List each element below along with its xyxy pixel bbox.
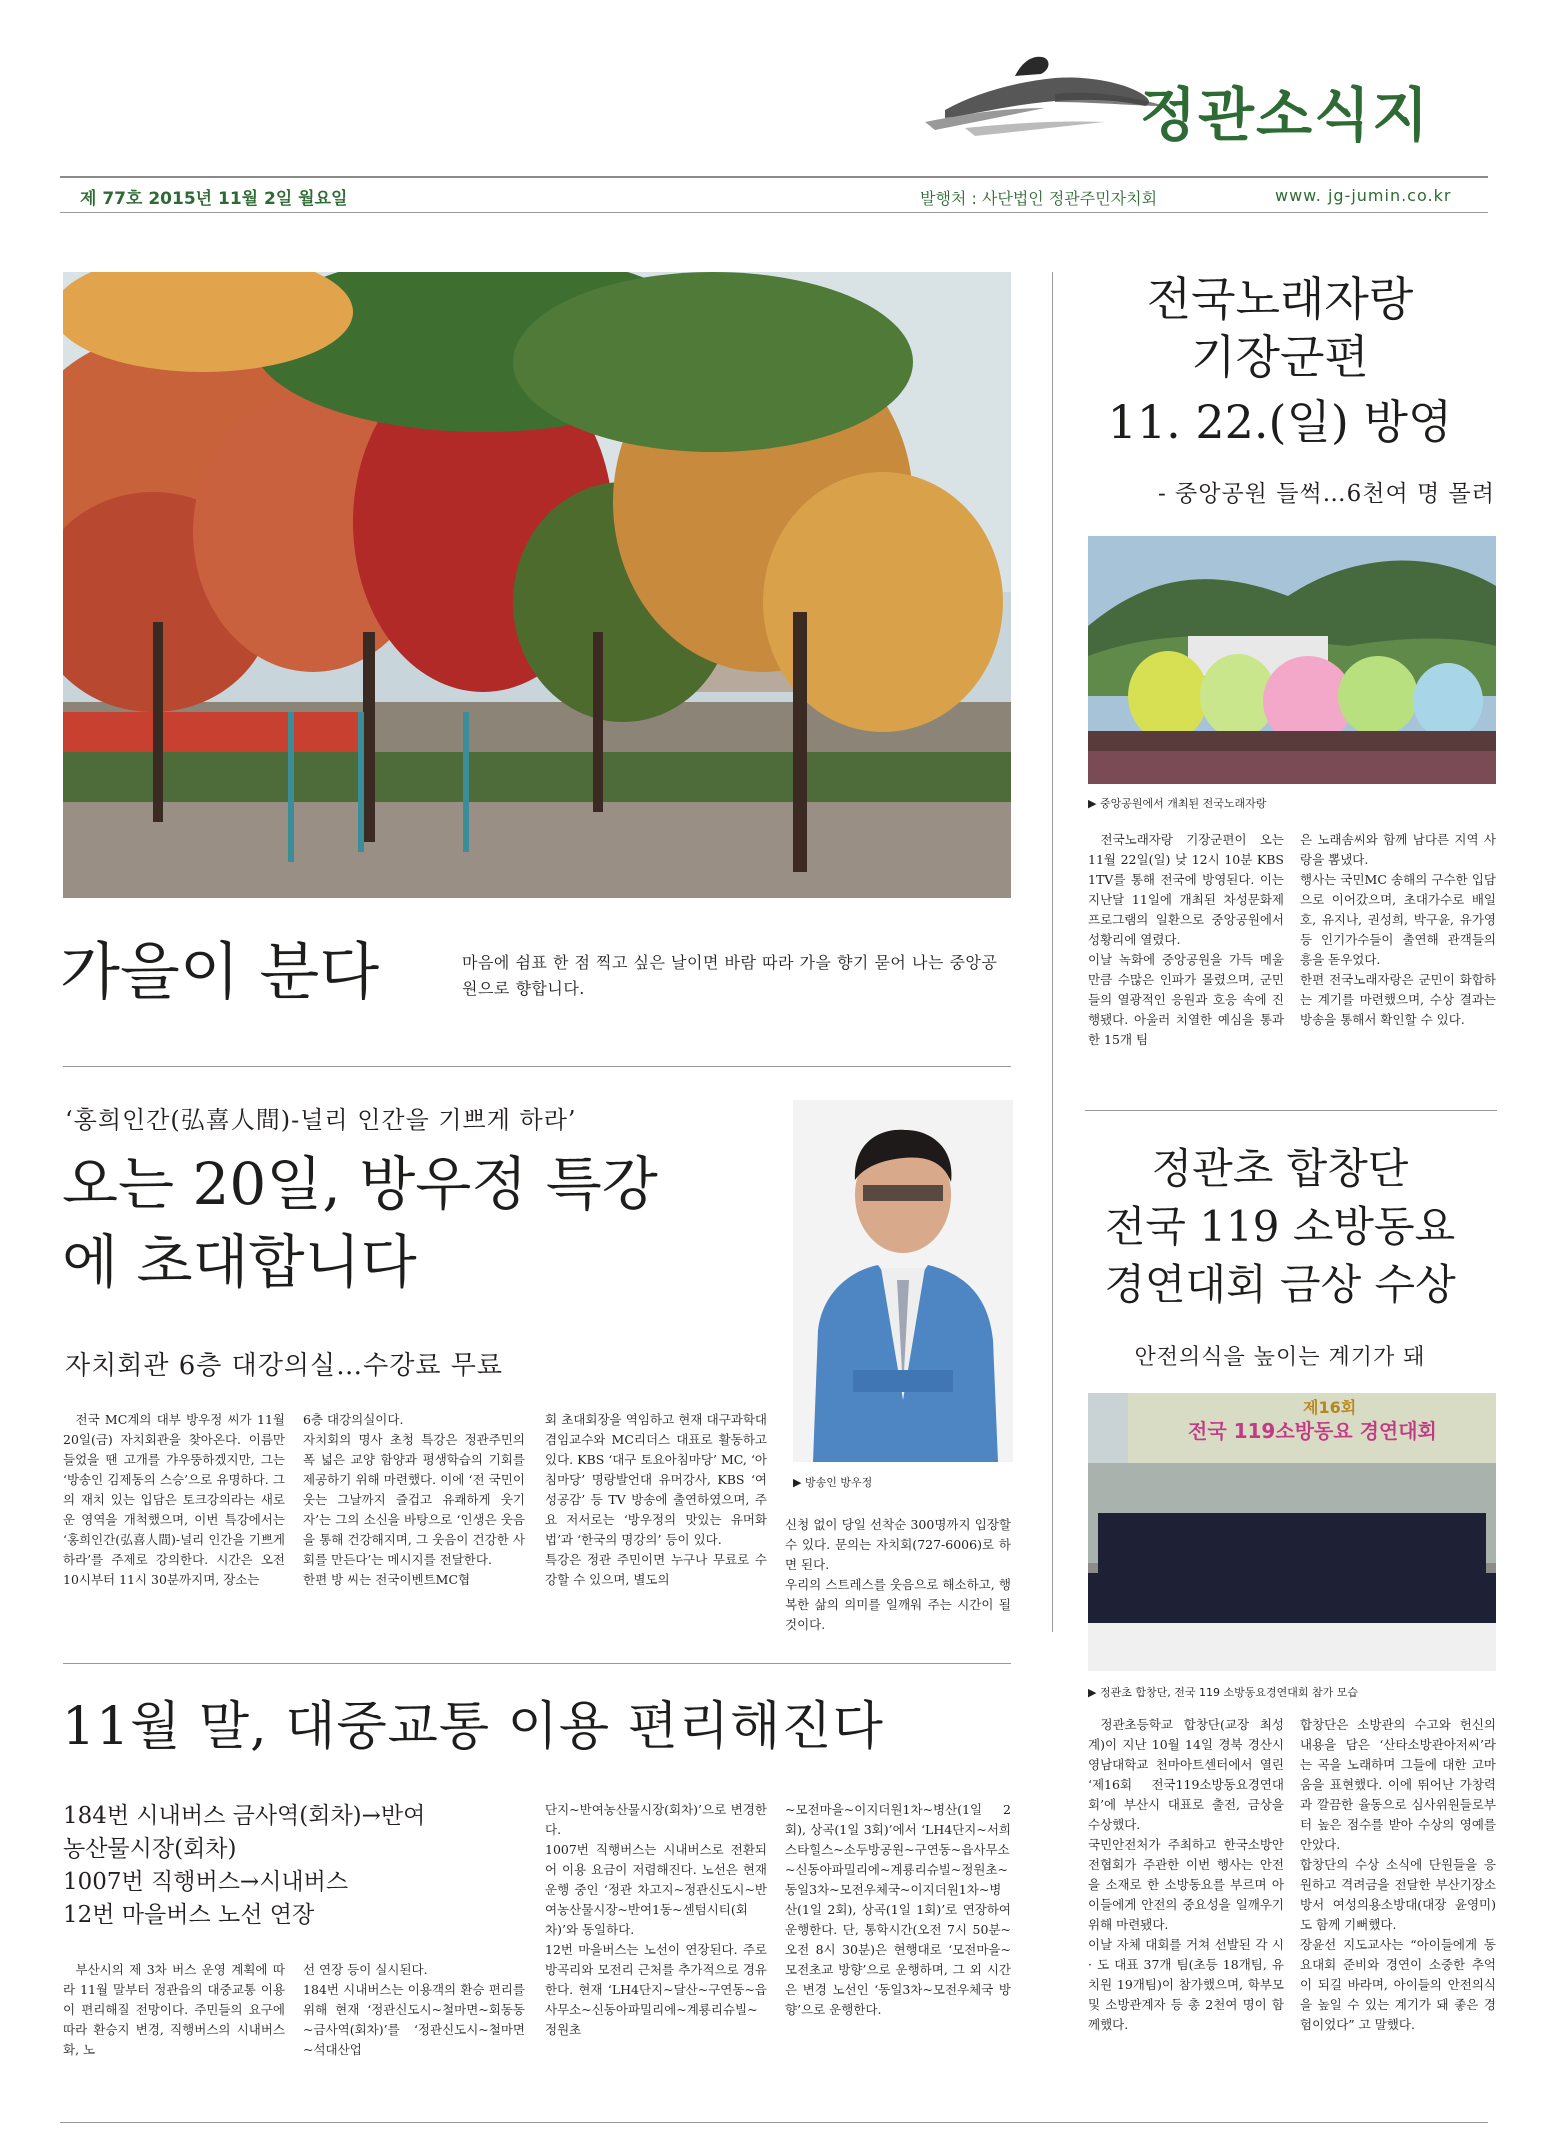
lecture-headline <box>62 1145 782 1301</box>
publisher: 발행처 : 사단법인 정관주민자치회 <box>920 189 1158 208</box>
transit-title: 11월 말, 대중교통 이용 편리해진다 <box>62 1697 884 1757</box>
section-rule-lecture <box>63 1663 1011 1664</box>
choir-title-line3: 경연대회 금상 수상 <box>1104 1260 1456 1309</box>
transit-subtitle-line3: 1007번 직행버스→시내버스 <box>63 1869 349 1895</box>
lecture-kicker: ‘홍희인간(弘喜人間)-널리 인간을 기쁘게 하라’ <box>65 1106 577 1134</box>
choir-banner-line2: 전국 119소방동요 경연대회 <box>1188 1419 1437 1443</box>
transit-col-2: 선 연장 등이 실시된다. 184번 시내버스는 이용객의 환승 편리를 위해 현재 ‘정관신도시~철마면~회동동~금사역(회차)’를 ‘정관신도시~철마면~석대산업 <box>303 1962 525 2057</box>
lecture-col-1: 전국 MC계의 대부 방우정 씨가 11월 20일(금) 자치회관을 찾아온다. 이름만 들었을 땐 고개를 갸우뚱하겠지만, 그는 ‘방송인 김제동의 스승’으로 유명하다. 그의 재치 있는 입담은 토크강의라는 새로운 영역을 개척했으며, 이번 특강에서는 ‘홍희인간(弘喜人間)-널리 인간을 기쁘게 하라’를 주제로 강의한다. 시간은 오전 10시부터 11시 30분까지며, 장소는 <box>63 1412 285 1587</box>
autumn-lead: 마음에 쉼표 한 점 찍고 싶은 날이면 바람 따라 가을 향기 묻어 나는 중앙공원으로 향합니다. <box>462 953 998 998</box>
page-bottom-rule <box>60 2122 1488 2123</box>
issue-line: 제 77호 2015년 11월 2일 월요일 <box>80 189 348 209</box>
lecture-subtitle: 자치회관 6층 대강의실…수강료 무료 <box>65 1351 503 1381</box>
lecture-title-line2: 에 초대합니다 <box>62 1228 417 1296</box>
lecture-col-4: 신청 없이 당일 선착순 300명까지 입장할 수 있다. 문의는 자치회(727-6006)로 하면 된다. 우리의 스트레스를 웃음으로 해소하고, 행복한 삶의 의미를 일깨워 주는 시간이 될 것이다. <box>785 1517 1011 1632</box>
transit-col-4: ~모전마을~이지더원1차~병산(1일 2회), 상곡(1일 3회)’에서 ‘LH4단지~서희스타힐스~소두방공원~구연동~읍사무소~신동아파밀리에~계룡리슈빌~정원초~동일3차~모전우체국~이지더원1차~병산(1일 2회), 상곡(1일 1회)’로 연장하여 운행한다. 단, 통학시간(오전 7시 50분~오전 8시 30분)은 현행대로 ‘모전마을~모전초교 방향’으로 운행하며, 그 외 시간은 변경 노선인 ‘동일3차~모전우체국 방향’으로 운행한다. <box>785 1802 1011 2017</box>
singing-photo-caption: ▶ 중앙공원에서 개최된 전국노래자랑 <box>1088 797 1267 810</box>
masthead-top-rule <box>60 176 1488 178</box>
lecture-col-3: 회 초대회장을 역임하고 현재 대구과학대 겸임교수와 MC리더스 대표로 활동하고 있다. KBS ‘대구 토요아침마당’ MC, ‘아침마당’ 명랑발언대 유머강사, KBS ‘여성공감’ 등 TV 방송에 출연하였으며, 주요 저서로는 ‘방우정의 맛있는 유머화법’과 ‘한국의 명강의’ 등이 있다. 특강은 정관 주민이면 누구나 무료로 수강할 수 있으며, 별도의 <box>545 1412 767 1587</box>
choir-col-1: 정관초등학교 합창단(교장 최성계)이 지난 10월 14일 경북 경산시 영남대학교 천마아트센터에서 열린 ‘제16회 전국119소방동요경연대회’에 부산시 대표로 출전, 금상을 수상했다. 국민안전처가 주최하고 한국소방안전협회가 주관한 이번 행사는 안전을 소재로 한 소방동요를 부르며 아이들에게 안전의 중요성을 일깨우기 위해 마련됐다. 이날 자체 대회를 거쳐 선발된 각 시 · 도 대표 37개 팀(초등 18개팀, 유치원 19개팀)이 참가했으며, 학부모 및 소방관계자 등 총 2천여 명이 함께했다. <box>1088 1717 1284 2032</box>
section-rule-singing <box>1085 1110 1497 1111</box>
website-link[interactable]: www. jg-jumin.co.kr <box>1275 186 1452 205</box>
singing-col-1: 전국노래자랑 기장군편이 오는 11월 22일(일) 낮 12시 10분 KBS 1TV를 통해 전국에 방영된다. 이는 지난달 11일에 개최된 차성문화제 프로그램의 일환으로 중앙공원에서 성황리에 열렸다. 이날 녹화에 중앙공원을 가득 메울 만큼 수많은 인파가 몰렸으며, 군민들의 열광적인 응원과 호응 속에 진행됐다. 아울러 치열한 예심을 통과한 15개 팀 <box>1088 832 1284 1047</box>
lecture-title-line1: 오는 20일, 방우정 특강 <box>62 1150 658 1218</box>
singing-title-line2: 기장군편 <box>1191 330 1369 384</box>
choir-group-photo <box>1088 1393 1496 1671</box>
choir-subtitle: 안전의식을 높이는 계기가 돼 <box>1134 1345 1426 1370</box>
singing-headline <box>1060 270 1500 458</box>
transit-col-3: 단지~반여농산물시장(회차)’으로 변경한다. 1007번 직행버스는 시내버스로 전환되어 이용 요금이 저렴해진다. 노선은 현재 운행 중인 ‘정관 차고지~정관신도시~반여농산물시장~반여1동~센텀시티(회차)’와 동일하다. 12번 마을버스는 노선이 연장된다. 주로 방곡리와 모전리 근처를 추가적으로 경유한다. 현재 ‘LH4단지~달산~구연동~읍사무소~신동아파밀리에~계룡리슈빌~정원초 <box>545 1802 767 2037</box>
singing-subtitle: - 중앙공원 들썩…6천여 명 몰려 <box>1157 481 1495 507</box>
transit-col-1: 부산시의 제 3차 버스 운영 계획에 따라 11월 말부터 정관읍의 대중교통 이용이 편리해질 전망이다. 주민들의 요구에 따라 환승지 변경, 직행버스의 시내버스화, 노 <box>63 1962 285 2057</box>
masthead-bottom-rule <box>60 212 1488 213</box>
choir-col-2: 합창단은 소방관의 수고와 헌신의 내용을 담은 ‘산타소방관아저씨’라는 곡을 노래하며 그들에 대한 고마움을 표현했다. 이에 뛰어난 가창력과 깔끔한 율동으로 심사위원들로부터 높은 점수를 받아 수상의 영예를 안았다. 합창단의 수상 소식에 단원들을 응원하고 격려금을 전달한 부산기장소방서 여성의용소방대(대장 윤영미)도 함께 기뻐했다. 장윤선 지도교사는 “아이들에게 동요대회 준비와 경연이 소중한 추억이 되길 바라며, 아이들의 안전의식을 높일 수 있는 계기가 돼 좋은 경험이었다” 고 말했다. <box>1300 1717 1496 2032</box>
singing-col-2: 은 노래솜씨와 함께 남다른 지역 사랑을 뽐냈다. 행사는 국민MC 송해의 구수한 입담으로 이어갔으며, 초대가수로 배일호, 유지나, 권성희, 박구윤, 유가영 등 인기가수들이 출연해 관객들의 흥을 돋우었다. 한편 전국노래자랑은 군민이 화합하는 계기를 마련했으며, 수상 결과는 방송을 통해서 확인할 수 있다. <box>1300 832 1496 1027</box>
transit-subtitle-line4: 12번 마을버스 노선 연장 <box>63 1902 315 1928</box>
autumn-park-photo <box>63 272 1011 898</box>
choir-title-line2: 전국 119 소방동요 <box>1104 1202 1456 1251</box>
singing-title-line3: 11. 22.(일) 방영 <box>1107 395 1453 449</box>
singing-stage-photo <box>1088 536 1496 784</box>
autumn-title: 가을이 분다 <box>60 935 380 1008</box>
transit-subtitle-line2: 농산물시장(회차) <box>63 1836 237 1862</box>
choir-headline <box>1060 1140 1500 1314</box>
lecturer-portrait <box>793 1100 1013 1462</box>
choir-title-line1: 정관초 합창단 <box>1151 1144 1409 1193</box>
singing-title-line1: 전국노래자랑 <box>1146 272 1414 326</box>
lecture-photo-caption: ▶ 방송인 방우정 <box>793 1476 873 1489</box>
masthead-title: 정관소식지 <box>1140 81 1431 149</box>
column-divider <box>1052 272 1053 1632</box>
choir-photo-caption: ▶ 정관초 합창단, 전국 119 소방동요경연대회 참가 모습 <box>1088 1686 1358 1699</box>
lecture-col-2: 6층 대강의실이다. 자치회의 명사 초청 특강은 정관주민의 폭 넓은 교양 함양과 평생학습의 기회를 제공하기 위해 마련했다. 이에 ‘전 국민이 웃는 그날까지 즐겁고 유쾌하게 웃기자’는 그의 소신을 바탕으로 ‘인생은 웃음을 통해 건강해지며, 그 웃음이 건강한 사회를 만든다’는 메시지를 전달한다. 한편 방 씨는 전국이벤트MC협 <box>303 1412 525 1587</box>
choir-banner-line1: 제16회 <box>1303 1398 1357 1417</box>
transit-subtitle <box>63 1800 425 1932</box>
transit-subtitle-line1: 184번 시내버스 금사역(회차)→반여 <box>63 1803 426 1829</box>
section-rule-autumn <box>63 1066 1011 1067</box>
